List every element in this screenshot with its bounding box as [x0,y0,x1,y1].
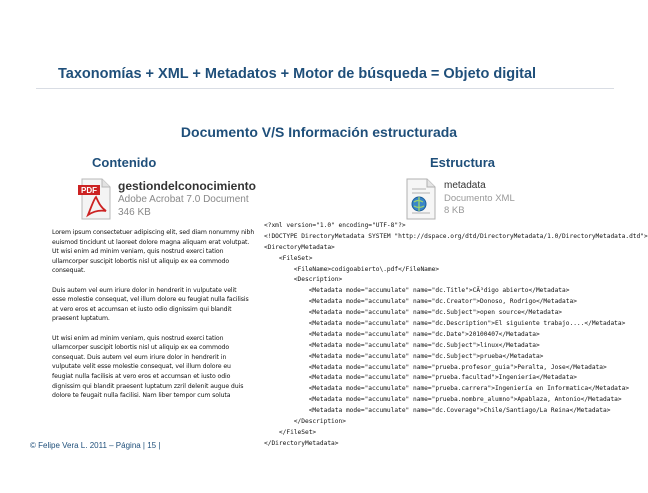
sample-text-line: dolore te feugait nulla facilisi. Nam liber tempor cum soluta [52,392,231,400]
xml-code-line: <FileSet> [264,254,313,262]
xml-code-line: </Description> [264,418,346,426]
sample-text-line: ullamcorper suscipit lobortis nisl ut aliquip ex ea commodo [52,344,230,352]
sample-paragraph [52,286,249,324]
xml-code-line: <Metadata mode="accumulate" name="dc.Subject">open source</Metadata> [264,309,563,317]
xml-file-type: Documento XML [444,193,515,204]
xml-code-line: <Metadata mode="accumulate" name="dc.Description">El siguiente trabajo....</Metadata> [264,320,626,328]
sample-text-line: Lorem ipsum consectetuer adipiscing elit, sed diam nonummy nibh [52,229,255,236]
xml-file-icon [404,177,438,221]
xml-code-line: <Metadata mode="accumulate" name="dc.Date">20100407</Metadata> [264,330,540,338]
xml-code-line: <Metadata mode="accumulate" name="dc.Title">CÃ³digo abierto</Metadata> [264,287,570,295]
xml-code-line: <DirectoryMetadata> [264,243,335,251]
xml-code-line: <Metadata mode="accumulate" name="prueba.nombre_alumno">Apablaza, Antonio</Metadata> [264,396,622,404]
sample-text-line: dignissim qui blandit praesent luptatum zzril delenit augue duis [52,382,244,390]
pdf-file-card [76,177,256,221]
footer-credit: © Felipe Vera L. 2011 – Página | 15 | [30,441,161,450]
xml-code-line: <Metadata mode="accumulate" name="prueba.carrera">Ingeniería en Informatica</Metadata> [264,385,630,393]
sample-text-line: vulputate velit esse molestie consequat, vel illum dolore eu [52,363,231,371]
xml-file-name: metadata [444,180,486,191]
xml-code-line: </DirectoryMetadata> [264,439,339,447]
sample-text-line: consequat. Duis autem vel eum iriure dolor in hendrerit in [52,353,227,361]
sample-text-panel [52,228,255,410]
sample-text-line: Ut wisi enim ad minim veniam, quis nostrud exerci tation [52,248,224,256]
xml-code-line: <Metadata mode="accumulate" name="dc.Coverage">Chile/Santiago/La Reina</Metadata> [264,407,611,415]
xml-file-size: 8 KB [444,205,465,216]
xml-code-line: <Metadata mode="accumulate" name="prueba.profesor_guia">Peralta, Jose</Metadata> [264,363,607,371]
sample-text-line: feugiat nulla facilisis at vero eros et accumsan et iusto odio [52,372,231,380]
sample-paragraph [52,228,255,276]
structure-column-heading: Estructura [430,155,496,170]
slide-subtitle: Documento V/S Información estructurada [180,124,458,140]
sample-text-line: Ut wisi enim ad minim veniam, quis nostrud exerci tation [52,334,224,342]
sample-text-line: praesent luptatum. [52,315,110,323]
xml-code-line: </FileSet> [264,428,317,436]
sample-paragraph [52,334,244,401]
xml-code-line: <Metadata mode="accumulate" name="dc.Subject">prueba</Metadata> [264,352,544,360]
xml-code-line: <?xml version="1.0" encoding="UTF-8"?> [264,222,406,229]
sample-text-line: Duis autem vel eum iriure dolor in hendrerit in vulputate velit [52,286,237,294]
sample-text-line: ullamcorper suscipit lobortis nisl ut aliquip ex ea commodo [52,257,230,265]
xml-code-line: <!DOCTYPE DirectoryMetadata SYSTEM "http://dspace.org/dtd/DirectoryMetadata/1.0/DirectoryMetadata.dtd"> [264,232,648,240]
content-column-heading: Contenido [92,155,157,170]
xml-code-panel [264,221,648,447]
xml-code-line: <Metadata mode="accumulate" name="dc.Creator">Donoso, Rodrigo</Metadata> [264,298,577,306]
sample-text-line: consequat. [52,267,86,275]
sample-text-line: esse molestie consequat, vel illum dolore eu feugiat nulla facilisis [52,296,249,304]
slide-title: Taxonomías + XML + Metadatos + Motor de búsqueda = Objeto digital [58,66,537,82]
pdf-icon-label: PDF [81,186,97,195]
xml-code-line: <Description> [264,276,343,284]
sample-text-line: euismod tincidunt ut laoreet dolore magna aliquam erat volutpat. [52,238,250,246]
pdf-file-icon [76,177,114,221]
pdf-file-type: Adobe Acrobat 7.0 Document [118,194,249,205]
pdf-file-size: 346 KB [118,207,151,218]
title-divider [36,88,614,89]
pdf-file-name: gestiondelconocimiento [118,179,257,193]
xml-code-line: <Metadata mode="accumulate" name="dc.Subject">linux</Metadata> [264,341,540,349]
sample-text-line: at vero eros et accumsan et iusto odio dignissim qui blandit [52,305,232,313]
xml-code-line: <Metadata mode="accumulate" name="prueba.facultad">Ingeniería</Metadata> [264,374,577,382]
xml-code-line: <FileName>codigoabierto\.pdf</FileName> [264,265,440,273]
xml-file-card [404,177,524,221]
